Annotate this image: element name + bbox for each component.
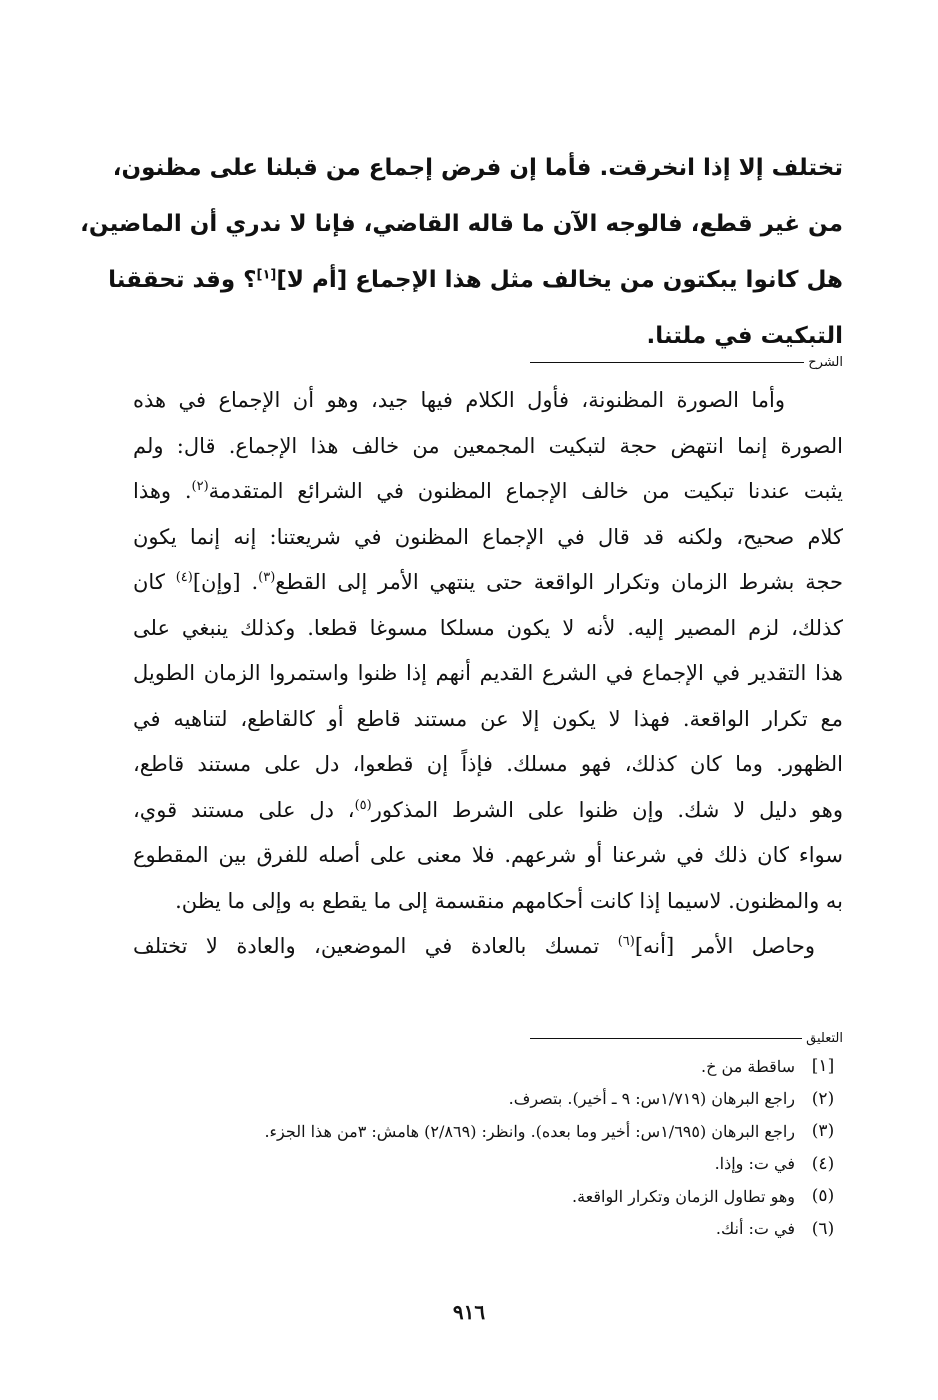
footnote-text: ساقطة من خ. [701,1056,795,1076]
commentary-line [133,560,843,606]
main-text-line: تختلف إلا إذا انخرقت. فأما إن فرض إجماع من قبلنا على مظنون، [112,155,843,181]
footnote-item [133,1148,843,1181]
commentary-segment: كان [133,570,176,594]
footnote-number: (٣) [811,1121,835,1142]
commentary-segment: يثبت عندنا تبكيت من خالف الإجماع المظنون في الشرائع المتقدمة [208,479,843,503]
commentary-line: سواء كان ذلك في شرعنا أو شرعهم. فلا معنى على أصله للفرق بين المقطوع [133,843,843,867]
commentary-line: وأما الصورة المظنونة، فأول الكلام فيها جيد، وهو أن الإجماع في هذه [133,388,785,412]
divider-rule [530,362,804,363]
commentary-segment: تمسك بالعادة في الموضعين، والعادة لا تختلف [133,934,618,958]
footnote-number: [١] [811,1056,835,1077]
page-number: ٩١٦ [452,1300,486,1324]
notes-divider [530,1028,843,1048]
footnote-ref[interactable]: (٣) [258,570,276,585]
commentary-segment: . وهذا [133,479,192,503]
commentary-segment: وهو دليل لا شك. وإن ظنوا على الشرط المذكور [371,797,843,822]
main-text-line: من غير قطع، فالوجه الآن ما قاله القاضي، فإنا لا ندري أن الماضين، [80,211,843,237]
footnote-item [133,1115,843,1148]
divider-rule [530,1038,802,1039]
footnote-number: (٢) [811,1088,835,1109]
commentary-line: كذلك، لزم المصير إليه. لأنه لا يكون مسلكا مسوغا قطعا. وكذلك ينبغي على [133,615,843,640]
footnote-number: (٤) [811,1153,835,1174]
footnote-number: (٦) [811,1218,835,1239]
footnote-ref[interactable]: (٢) [191,479,209,494]
footnote-item [133,1180,843,1213]
footnote-text: راجع البرهان (١/٧١٩س: ٩ ـ أخير). بتصرف. [508,1089,795,1109]
commentary-segment: وحاصل الأمر [أنه] [634,934,816,958]
footnote-ref[interactable]: (٦) [617,934,635,949]
commentary-line: مع تكرار الواقعة. فهذا لا يكون إلا عن مستند قاطع أو كالقاطع، لتناهيه في [133,706,843,731]
footnote-text: وهو تطاول الزمان وتكرار الواقعة. [572,1186,795,1206]
footnote-item [133,1050,843,1083]
footnote-ref[interactable]: [١] [256,267,277,283]
commentary-text [133,378,843,970]
footnote-text: في ت: أنك. [715,1219,795,1239]
commentary-line: هذا التقدير في الإجماع في الشرع القديم أنهم إذا ظنوا واستمروا الزمان الطويل [133,661,843,685]
main-text-line: التبكيت في ملتنا. [646,323,843,349]
notes-label: التعليق [806,1030,843,1046]
commentary-line: الصورة إنما انتهض حجة لتبكيت المجمعين من خالف هذا الإجماع. قال: ولم [133,433,843,458]
commentary-line [133,788,843,834]
commentary-line [133,469,843,515]
footnotes [133,1050,843,1245]
main-text-segment: ؟ وقد تحققنا [108,267,257,293]
main-text-line [108,252,843,308]
footnote-text: راجع البرهان (١/٦٩٥س: أخير وما بعده). وانظر: (٢/٨٦٩) هامش: ٣من هذا الجزء. [264,1121,795,1141]
commentary-segment: ، دل على مستند قوي، [133,797,355,822]
commentary-line: كلام صحيح، ولكنه قد قال في الإجماع المظنون في شريعتنا: إنه إنما يكون [133,524,843,549]
footnote-ref[interactable]: (٤) [175,570,193,585]
commentary-label: الشرح [808,354,843,370]
main-text [80,140,843,364]
footnote-number: (٥) [811,1186,835,1207]
commentary-line: به والمظنون. لاسيما إذا كانت أحكامهم منقسمة إلى ما يقطع به وإلى ما يظن. [175,888,843,913]
footnote-text: في ت: وإذا. [714,1154,795,1174]
footnote-item [133,1083,843,1116]
footnote-ref[interactable]: (٥) [354,797,372,813]
commentary-line [133,924,843,970]
main-text-segment: هل كانوا يبكتون من يخالف مثل هذا الإجماع [أم لا] [276,267,843,293]
commentary-divider [530,352,843,372]
footnote-item [133,1213,843,1246]
commentary-segment: حجة بشرط الزمان وتكرار الواقعة حتى ينتهي الأمر إلى القطع [275,570,843,594]
commentary-segment: . [وإن] [192,570,259,594]
commentary-line: الظهور. وما كان كذلك، فهو مسلك. فإذاً إن قطعوا، دل على مستند قاطع، [133,752,843,776]
